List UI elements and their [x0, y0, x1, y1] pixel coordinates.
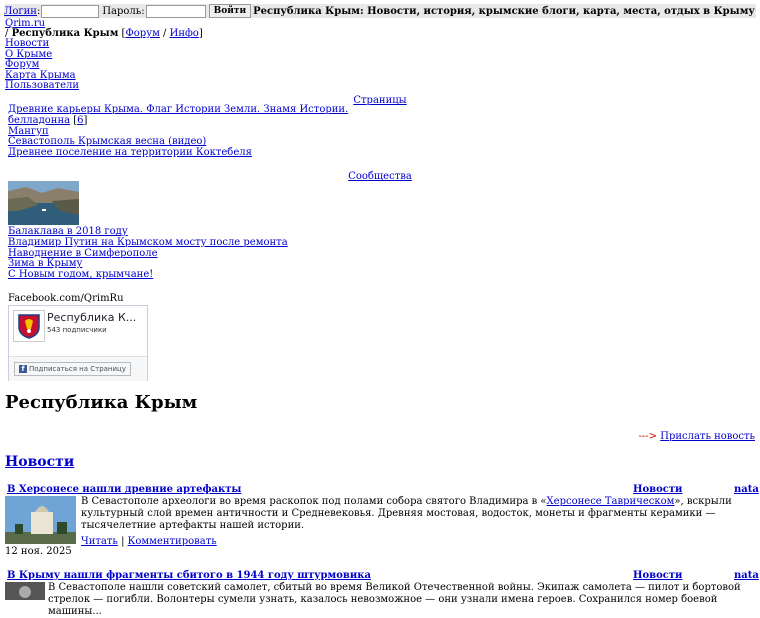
login-input[interactable]	[41, 5, 99, 18]
page-item-count[interactable]: 6	[77, 114, 84, 126]
nav-news[interactable]: Новости	[5, 38, 50, 49]
crimea-emblem-icon[interactable]	[13, 310, 45, 342]
forum-link[interactable]: Форум	[125, 28, 160, 39]
aircraft-wreck-photo	[5, 582, 45, 600]
page-item[interactable]: белладонна	[8, 114, 71, 126]
nav-map[interactable]: Карта Крыма	[5, 69, 76, 81]
article-actions: Читать | Комментировать	[81, 536, 217, 547]
article-date: 12 ноя. 2025	[5, 546, 72, 557]
nav-about-crimea[interactable]: О Крыме	[5, 48, 53, 60]
chersonesus-cathedral-photo	[5, 496, 76, 544]
page-item[interactable]: Древние карьеры Крыма. Флаг Истории Земли. Знамя Истории.	[8, 104, 349, 115]
facebook-page-name[interactable]: Республика К...	[47, 311, 137, 324]
community-item[interactable]: С Новым годом, крымчане!	[8, 269, 154, 281]
login-link[interactable]: Логин	[4, 5, 37, 17]
section-title: Республика Крым	[11, 28, 119, 39]
facebook-icon: f	[19, 365, 27, 373]
article-category[interactable]: Новости	[633, 570, 683, 581]
article-author[interactable]: nata	[734, 570, 759, 581]
article-comment-link[interactable]: Комментировать	[127, 536, 217, 547]
community-item[interactable]: Владимир Путин на Крымском мосту после ремонта	[8, 236, 288, 248]
send-news-link[interactable]: Прислать новость	[660, 431, 755, 442]
page-title: Республика Крым	[5, 392, 198, 413]
facebook-widget	[8, 305, 148, 381]
news-section-heading[interactable]: Новости	[5, 454, 75, 470]
article-read-link[interactable]: Читать	[81, 536, 118, 547]
site-home-link[interactable]: Qrim.ru	[5, 18, 46, 29]
article-text: В Севастополе нашли советский самолет, сбитый во время Великой Отечественной войны. Экипаж самолета — пилот и бортовой стрелок — погибли. Волонтеры сумели узнать, казалось невозможное — они узнали имена героев. Сохранился номер боевой машины...	[48, 582, 741, 617]
page-item[interactable]: Севастополь Крымская весна (видео)	[8, 136, 207, 148]
article-title	[7, 484, 241, 495]
breadcrumb: / Республика Крым [Форум / Инфо]	[5, 28, 203, 39]
article-inline-link[interactable]: Херсонесе Таврическом	[546, 496, 675, 507]
send-news	[639, 431, 755, 442]
info-link[interactable]: Инфо	[169, 28, 199, 39]
password-label: Пароль:	[102, 5, 145, 17]
communities-list	[8, 227, 288, 281]
balaklava-thumbnail[interactable]	[8, 181, 79, 225]
site-title: Республика Крым: Новости, история, крымские блоги, карта, места, отдых в Крыму	[253, 5, 755, 17]
community-item[interactable]: Зима в Крыму	[8, 258, 83, 270]
article-text: В Севастополе археологи во время раскопок под полами собора святого Владимира в «Херсонесе Таврическом», вскрыли культурный слой времен античности и Средневековья. Древняя мостовая, водосток, монеты и фрагменты керамики — тысячелетние артефакты нашей истории.	[81, 496, 732, 531]
password-input[interactable]	[146, 5, 206, 18]
facebook-label: Facebook.com/QrimRu	[8, 293, 124, 304]
main-nav	[5, 39, 79, 92]
article-thumbnail[interactable]	[5, 496, 76, 544]
nav-forum[interactable]: Форум	[5, 59, 40, 71]
article-category[interactable]: Новости	[633, 484, 683, 495]
balaklava-photo	[8, 181, 79, 225]
community-item[interactable]: Балаклава в 2018 году	[8, 226, 128, 237]
nav-users[interactable]: Пользователи	[5, 80, 80, 92]
page-item[interactable]: Мангуп	[8, 125, 49, 137]
facebook-subscribe-button[interactable]: f Подписаться на Страницу	[14, 362, 131, 376]
page-item[interactable]: Древнее поселение на территории Коктебеля	[8, 147, 252, 159]
send-news-arrow: --->	[638, 431, 658, 442]
article-author[interactable]: nata	[734, 484, 759, 495]
article-title-link[interactable]: В Херсонесе нашли древние артефакты	[7, 484, 242, 495]
article-title-link[interactable]: В Крыму нашли фрагменты сбитого в 1944 году штурмовика	[7, 570, 371, 581]
pages-list: Древние карьеры Крыма. Флаг Истории Земли. Знамя Истории. белладонна [6] Мангуп Севастополь Крымская весна (видео) Древнее поселение на территории Коктебеля	[8, 104, 349, 159]
pages-heading[interactable]: Страницы	[353, 95, 407, 106]
facebook-subscribers: 543 подписчики	[47, 326, 107, 334]
communities-heading[interactable]: Сообщества	[348, 171, 412, 182]
top-login-bar: Логин : Пароль: Войти Республика Крым: Новости, история, крымские блоги, карта, места, отдых в Крыму	[4, 5, 755, 17]
article-title	[7, 570, 371, 581]
community-item[interactable]: Наводнение в Симферополе	[8, 247, 158, 259]
login-button[interactable]: Войти	[209, 4, 252, 18]
article-thumbnail[interactable]	[5, 582, 45, 600]
